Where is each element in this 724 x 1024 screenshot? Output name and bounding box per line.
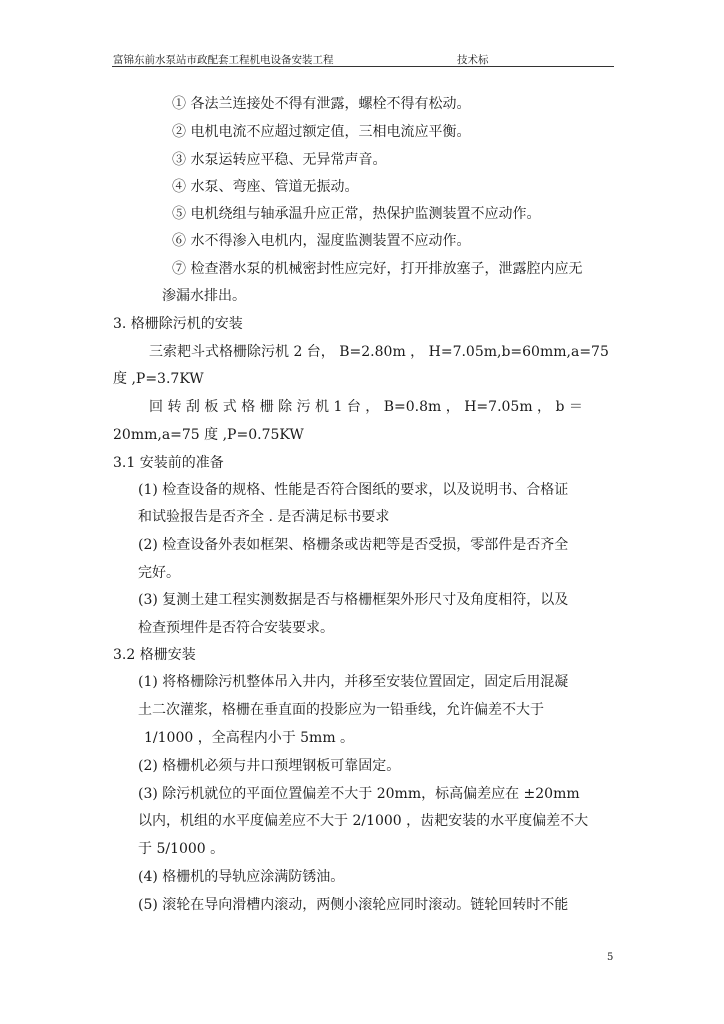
list-item: ③ 水泵运转应平稳、无异常声音。 [172,152,387,168]
list-item-continued: 检查预埋件是否符合安装要求。 [138,620,334,636]
list-item: (5) 滚轮在导向滑槽内滚动，两侧小滚轮应同时滚动。链轮回转时不能 [138,897,569,913]
list-item: (3) 复测土建工程实测数据是否与格栅框架外形尺寸及角度相符，以及 [138,592,569,608]
header-title: 富锦东前水泵站市政配套工程机电设备安装工程 [113,54,334,66]
list-item-continued: 以内，机组的水平度偏差应不大于 2/1000 ，齿耙安装的水平度偏差不大 [138,813,589,829]
list-item: ④ 水泵、弯座、管道无振动。 [172,179,359,195]
list-item: (2) 格栅机必须与井口预埋钢板可靠固定。 [138,758,401,774]
list-item: (2) 检查设备外表如框架、格栅条或齿耙等是否受损，零部件是否齐全 [138,537,569,553]
list-item-continued: 和试验报告是否齐全 . 是否满足标书要求 [138,509,390,525]
paragraph-line: 20mm,a=75 度 ,P=0.75KW [113,427,304,443]
list-item: ⑦ 检查潜水泵的机械密封性应完好，打开排放塞子，泄露腔内应无 [172,261,583,277]
list-item: (4) 格栅机的导轨应涂满防锈油。 [138,869,345,885]
list-item-continued: 完好。 [138,565,180,581]
list-item: ② 电机电流不应超过额定值，三相电流应平衡。 [172,124,471,140]
section-heading: 3.2 格栅安装 [113,647,196,663]
list-item: (1) 将格栅除污机整体吊入井内，并移至安装位置固定，固定后用混凝 [138,674,569,690]
list-item-continued: 渗漏水排出。 [162,288,246,304]
list-item-continued: 1/1000 ，全高程内小于 5mm 。 [144,730,355,746]
list-item: (3) 除污机就位的平面位置偏差不大于 20mm，标高偏差应在 ±20mm [138,786,580,802]
list-item-continued: 于 5/1000 。 [138,841,225,857]
list-item-continued: 土二次灌浆，格栅在垂直面的投影应为一铅垂线，允许偏差不大于 [138,702,544,718]
header-label: 技术标 [457,54,489,66]
list-item: (1) 检查设备的规格、性能是否符合图纸的要求，以及说明书、合格证 [138,482,569,498]
paragraph-line: 三索耙斗式格栅除污机 2 台， B=2.80m ， H=7.05m,b=60mm,a=75 [149,344,609,360]
page-number: 5 [607,952,614,963]
paragraph-line: 回 转 刮 板 式 格 栅 除 污 机 1 台 ， B=0.8m ， H=7.05m ， b ＝ [149,399,583,415]
paragraph-line: 度 ,P=3.7KW [113,371,204,387]
page-header [113,52,614,66]
list-item: ⑥ 水不得渗入电机内，湿度监测装置不应动作。 [172,233,471,249]
list-item: ① 各法兰连接处不得有泄露，螺栓不得有松动。 [172,96,471,112]
header-divider [112,66,614,67]
section-heading: 3. 格栅除污机的安装 [113,316,243,332]
list-item: ⑤ 电机绕组与轴承温升应正常，热保护监测装置不应动作。 [172,206,541,222]
section-heading: 3.1 安装前的准备 [113,455,224,471]
